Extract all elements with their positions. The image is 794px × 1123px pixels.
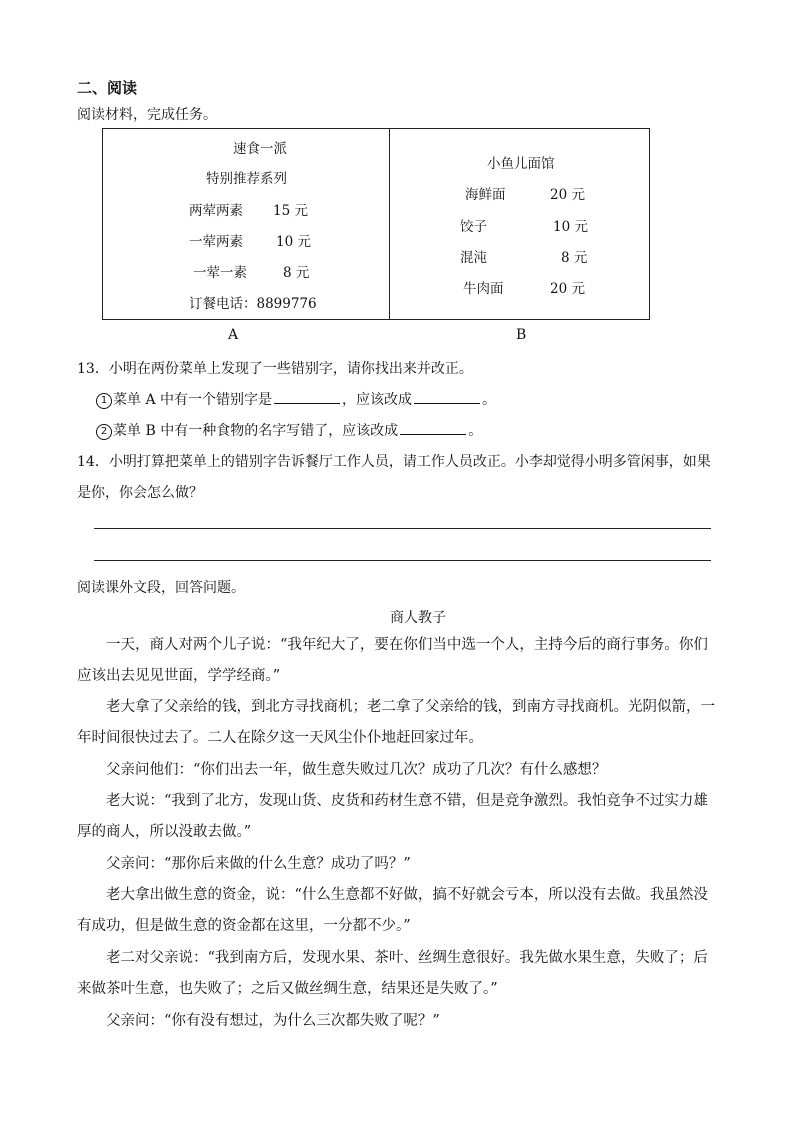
menu-b-item-name: 饺子 — [460, 219, 487, 235]
menu-a-item-name: 两荤两素 — [189, 203, 243, 219]
menu-a-name: 速食一派 — [233, 141, 287, 157]
passage-paragraph: 老大说：“我到了北方，发现山货、皮货和药材生意不错，但是竞争激烈。我怕竞争不过实力雄厚的商人，所以没敢去做。” — [77, 793, 708, 840]
menu-b-item-name: 混沌 — [460, 250, 487, 266]
passage-paragraph: 老大拿了父亲给的钱，到北方寻找商机；老二拿了父亲给的钱，到南方寻找商机。光阴似箭，一年时间很快过去了。二人在除夕这一天风尘仆仆地赶回家过年。 — [77, 699, 715, 746]
menu-table — [102, 128, 650, 320]
answer-line[interactable] — [94, 560, 711, 561]
menu-b-item-name: 牛肉面 — [463, 281, 504, 297]
passage-paragraph: 一天，商人对两个儿子说：“我年纪大了，要在你们当中选一个人，主持今后的商行事务。你们应该出去见见世面，学学经商。” — [77, 637, 708, 684]
q13-sub2-end: 。 — [468, 423, 483, 439]
menu-a-item-price: 10 元 — [276, 234, 311, 250]
menu-a-item-price: 15 元 — [273, 203, 308, 219]
q13-sub2 — [96, 420, 482, 440]
q13-sub1-text: 菜单 A 中有一个错别字是 — [113, 392, 273, 408]
menu-b-item-price: 20 元 — [550, 281, 585, 297]
answer-blank[interactable] — [274, 402, 340, 404]
menu-a-phone: 订餐电话：8899776 — [189, 296, 317, 312]
menu-b-item-price: 8 元 — [561, 250, 588, 266]
menu-a-item-price: 8 元 — [283, 265, 310, 281]
q13-prompt: 13．小明在两份菜单上发现了一些错别字，请你找出来并改正。 — [77, 361, 473, 377]
answer-blank[interactable] — [414, 402, 480, 404]
passage-instruction: 阅读课外文段，回答问题。 — [77, 580, 245, 596]
menu-a-item-name: 一荤两素 — [189, 234, 243, 250]
menu-a-label: A — [228, 327, 239, 343]
passage-paragraph: 父亲问：“你有没有想过，为什么三次都失败了呢？” — [106, 1013, 440, 1029]
menu-b-label: B — [516, 327, 527, 343]
passage-paragraph: 老二对父亲说：“我到南方后，发现水果、茶叶、丝绸生意很好。我先做水果生意，失败了；后来做茶叶生意，也失败了；之后又做丝绸生意，结果还是失败了。” — [77, 950, 708, 997]
menu-a-subtitle: 特别推荐系列 — [206, 171, 287, 187]
circled-number: 1 — [96, 393, 112, 409]
passage-paragraph: 老大拿出做生意的资金，说：“什么生意都不好做，搞不好就会亏本，所以没有去做。我虽然没有成功，但是做生意的资金都在这里，一分都不少。” — [77, 887, 708, 934]
q13-sub1 — [96, 389, 496, 409]
q13-sub2-text: 菜单 B 中有一种食物的名字写错了，应该改成 — [113, 423, 399, 439]
q14-prompt-line1: 14．小明打算把菜单上的错别字告诉餐厅工作人员，请工作人员改正。小李却觉得小明多管闲事，如果 — [77, 454, 711, 470]
passage-paragraph: 父亲问他们：“你们出去一年，做生意失败过几次？成功了几次？有什么感想？ — [106, 762, 607, 778]
q13-sub1-end: 。 — [482, 392, 497, 408]
menu-b-item-price: 20 元 — [550, 187, 585, 203]
instruction: 阅读材料，完成任务。 — [77, 107, 217, 123]
q13-sub1-text-2: ，应该改成 — [342, 392, 413, 408]
menu-b-name: 小鱼儿面馆 — [487, 156, 555, 172]
q14-prompt-line2: 是你，你会怎么做？ — [77, 485, 203, 501]
menu-b-item-name: 海鲜面 — [465, 187, 506, 203]
menu-b-item-price: 10 元 — [553, 219, 588, 235]
section-title: 二、阅读 — [77, 79, 138, 97]
passage-title: 商人教子 — [390, 610, 446, 626]
passage-paragraph: 父亲问：“那你后来做的什么生意？成功了吗？” — [106, 856, 411, 872]
menu-divider — [389, 129, 390, 319]
menu-a-item-name: 一荤一素 — [193, 265, 247, 281]
answer-blank[interactable] — [400, 433, 466, 435]
circled-number: 2 — [96, 424, 112, 440]
answer-line[interactable] — [94, 528, 711, 529]
